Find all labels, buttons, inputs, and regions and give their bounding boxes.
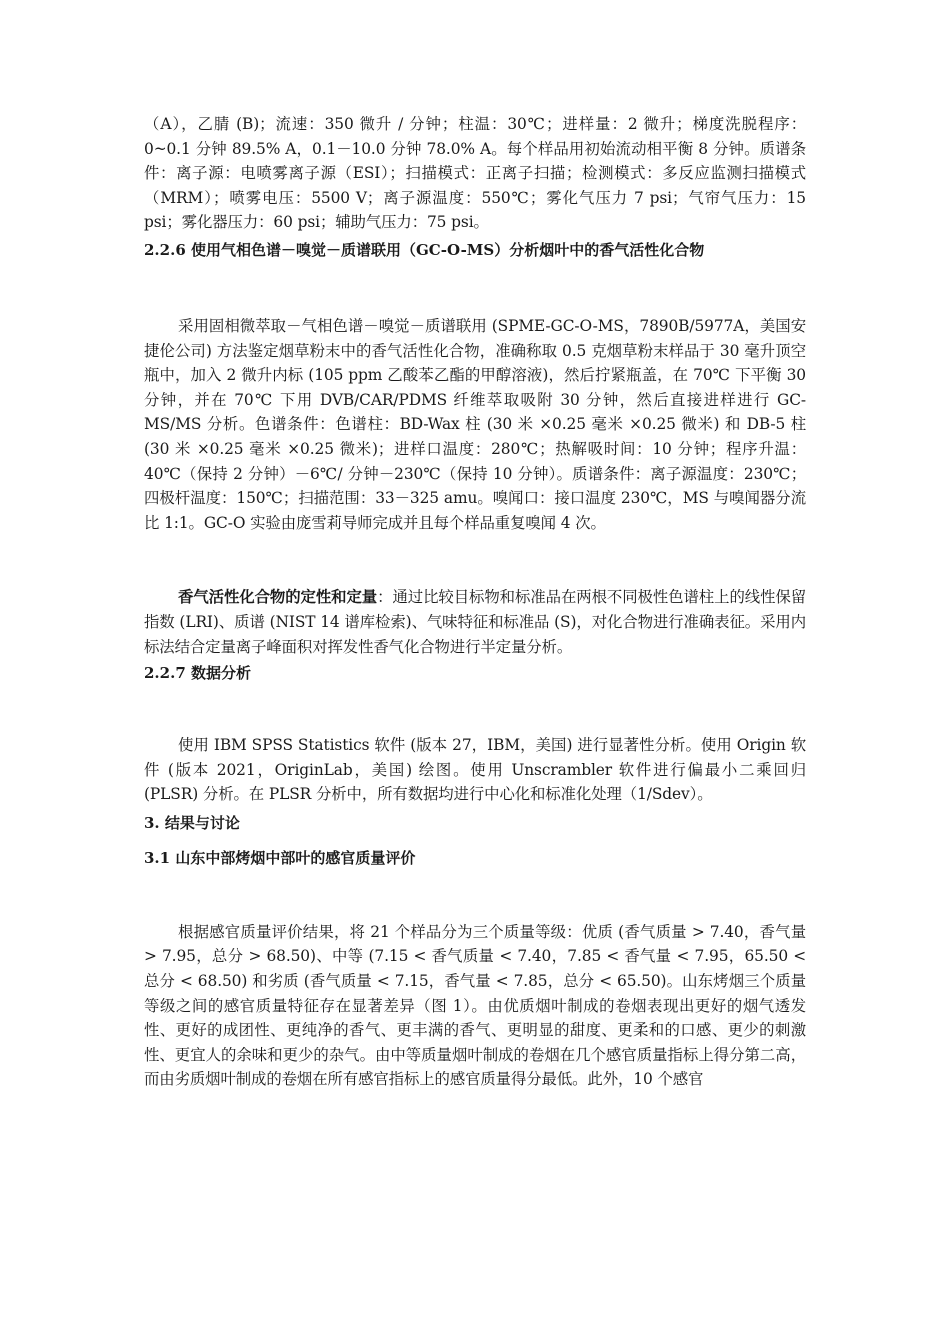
paragraph-sensory-evaluation: 根据感官质量评价结果，将 21 个样品分为三个质量等级：优质 (香气质量 > 7.40，香气量 > 7.95，总分 > 68.50)、中等 (7.15 < 香气质量 < 7.40，7.85 < 香气量 < 7.95，65.50 < 总分 < 68.50) 和劣质 (香气质量 < 7.15，香气量 < 7.85，总分 < 65.50)。山东烤烟三个质量等级之间的感官质量特征存在显著差异（图 1）。由优质烟叶制成的卷烟表现出更好的烟气透发性、更好的成团性、更纯净的香气、更丰满的香气、更明显的甜度、更柔和的口感、更少的刺激性、更宜人的余味和更少的杂气。由中等质量烟叶制成的卷烟在几个感官质量指标上得分第二高，而由劣质烟叶制成的卷烟在所有感官指标上的感官质量得分最低。此外，10 个感官 [144,922,806,1089]
section-heading-3: 3. 结果与讨论 [144,813,240,832]
paragraph-text: ：通过比较目标物和标准品在两根不同极性色谱柱上的线性保留指数 (LRI)、质谱 (NIST 14 谱库检索)、气味特征和标准品 (S)，对化合物进行准确表征。采用内标法结合定量离子峰面积对挥发性香气化合物进行半定量分析。 [144,588,807,656]
section-heading-2-2-6: 2.2.6 使用气相色谱－嗅觉－质谱联用（GC-O-MS）分析烟叶中的香气活性化合物 [144,240,705,259]
bold-term: 香气活性化合物的定性和定量 [178,588,378,607]
paragraph-data-analysis: 使用 IBM SPSS Statistics 软件 (版本 27，IBM，美国) 进行显著性分析。使用 Origin 软件 (版本 2021，OriginLab，美国) 绘图。使用 Unscrambler 软件进行偏最小二乘回归 (PLSR) 分析。在 PLSR 分析中，所有数据均进行中心化和标准化处理（1/Sdev）。 [144,736,806,804]
paragraph-lc-ms-conditions: （A），乙腈 (B)；流速：350 微升 / 分钟；柱温：30℃；进样量：2 微升；梯度洗脱程序：0~0.1 分钟 89.5% A，0.1－10.0 分钟 78.0% A。每个样品用初始流动相平衡 8 分钟。质谱条件：离子源：电喷雾离子源（ESI）；扫描模式：正离子扫描；检测模式：多反应监测扫描模式（MRM）；喷雾电压：5500 V；离子源温度：550℃；雾化气压力 7 psi；气帘气压力：15 psi；雾化器压力：60 psi；辅助气压力：75 psi。 [144,115,806,232]
section-heading-2-2-7: 2.2.7 数据分析 [144,664,251,683]
section-heading-3-1: 3.1 山东中部烤烟中部叶的感官质量评价 [144,848,416,867]
paragraph-gc-o-ms-method: 采用固相微萃取－气相色谱－嗅觉－质谱联用 (SPME-GC-O-MS，7890B/5977A，美国安捷伦公司) 方法鉴定烟草粉末中的香气活性化合物，准确称取 0.5 克烟草粉末样品于 30 毫升顶空瓶中，加入 2 微升内标 (105 ppm 乙酸苯乙酯的甲醇溶液)，然后拧紧瓶盖，在 70℃ 下平衡 30 分钟，并在 70℃ 下用 DVB/CAR/PDMS 纤维萃取吸附 30 分钟，然后直接进样进行 GC-MS/MS 分析。色谱条件：色谱柱：BD-Wax 柱 (30 米 ×0.25 毫米 ×0.25 微米) 和 DB-5 柱 (30 米 ×0.25 毫米 ×0.25 微米)；进样口温度：280℃；热解吸时间：10 分钟；程序升温：40℃（保持 2 分钟）－6℃/ 分钟－230℃（保持 10 分钟）。质谱条件：离子源温度：230℃；四极杆温度：150℃；扫描范围：33－325 amu。嗅闻口：接口温度 230℃，MS 与嗅闻器分流比 1:1。GC-O 实验由庞雪莉导师完成并且每个样品重复嗅闻 4 次。 [144,316,806,532]
paragraph-qualitative-quantitative [144,585,806,659]
document-page [144,112,806,1092]
